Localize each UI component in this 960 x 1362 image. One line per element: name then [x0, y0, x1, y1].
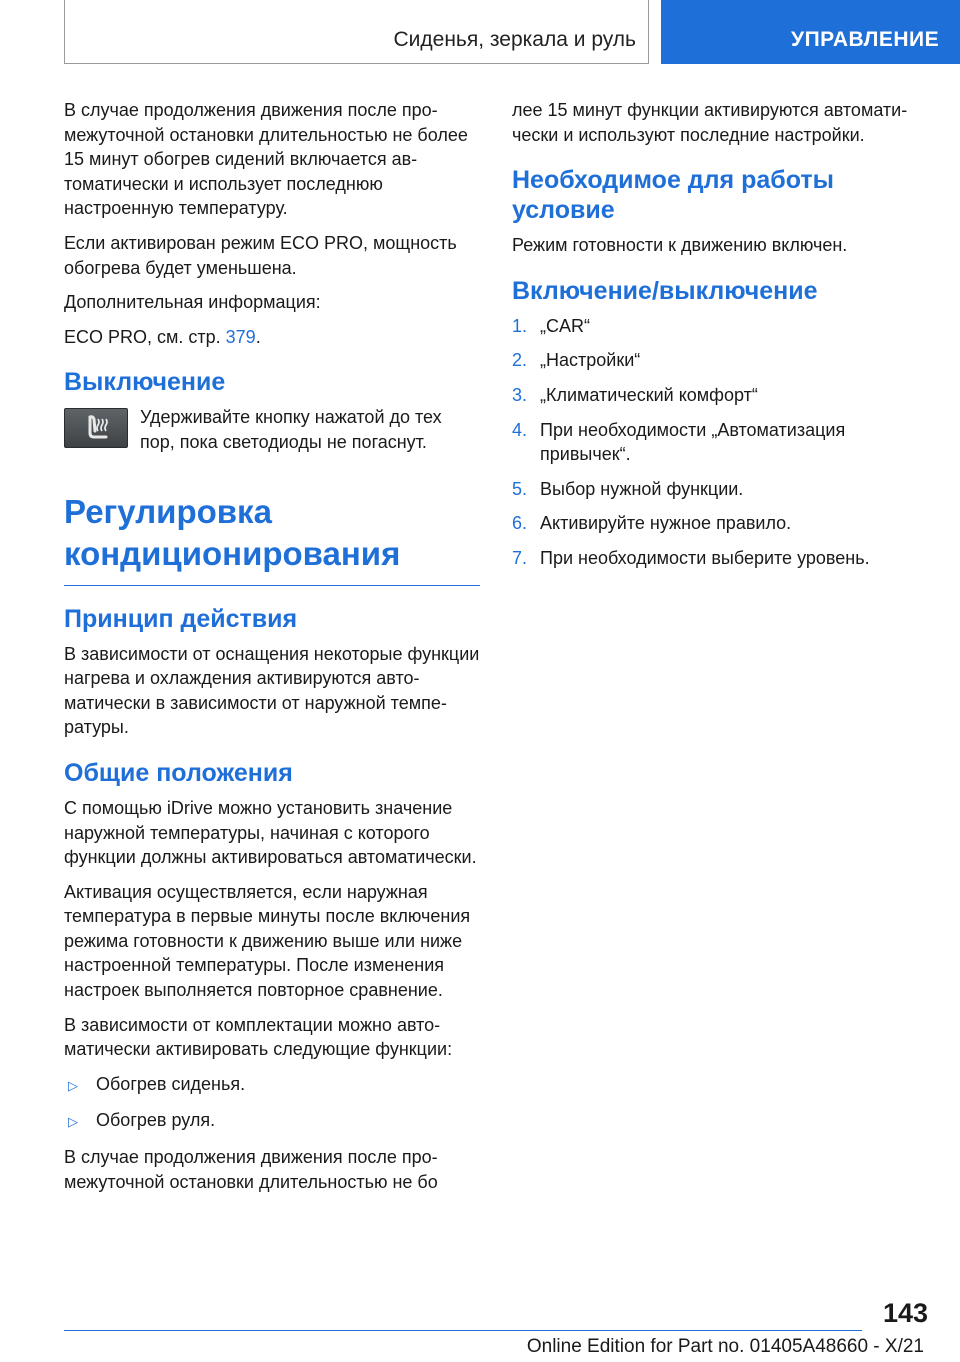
paragraph: С помощью iDrive можно установить значение наружной температуры, начиная с которого функции должны активироваться автоматически. [64, 797, 477, 868]
left-column [64, 98, 480, 1204]
step-text: „Настройки“ [540, 350, 641, 371]
function-list [64, 1072, 480, 1135]
triangle-bullet-icon: ▷ [68, 1077, 78, 1093]
step-item [512, 418, 932, 467]
paragraph: Если активирован режим ECO PRO, мощность обогрева будет уменьшена. [64, 232, 457, 278]
steps-list [512, 314, 932, 571]
heading-main: Регулировка кондиционирования [64, 491, 480, 586]
right-column [512, 98, 932, 581]
paragraph: Режим готовности к движению включен. [512, 235, 848, 256]
paragraph: В случае продолжения движения после промежуточной остановки длительностью не более 15 минут обогрев сидений включается автоматически и использует последнюю настроенную температуру. [64, 100, 468, 219]
reference-suffix: . [255, 326, 261, 347]
paragraph: В зависимости от оснащения некоторые функции нагрева и охлаждения активируются автоматически в зависимости от наружной температуры. [64, 643, 480, 738]
page-number: 143 [882, 1298, 928, 1328]
heading-general: Общие положения [64, 758, 293, 787]
edition-footer: Online Edition for Part no. 01405A48660 - X/21 [526, 1336, 924, 1357]
step-number: 5. [512, 478, 528, 499]
step-item [512, 383, 932, 408]
paragraph: В случае продолжения движения после промежуточной остановки длительностью не бо [64, 1147, 438, 1192]
chapter-title: УПРАВЛЕНИЕ [791, 28, 940, 51]
step-text: При необходимости „Автоматизация привычек“. [540, 419, 846, 465]
step-item [512, 477, 932, 502]
step-number: 2. [512, 350, 528, 371]
step-number: 7. [512, 547, 528, 568]
footer-divider [64, 1330, 862, 1331]
triangle-bullet-icon: ▷ [68, 1114, 78, 1130]
step-text: Выбор нужной функции. [540, 478, 744, 499]
heading-requirement: Необходимое для работы условие [512, 166, 834, 225]
step-text: „Климатический комфорт“ [540, 384, 758, 405]
seat-heating-icon [64, 408, 128, 448]
step-item [512, 314, 932, 339]
paragraph: В зависимости от комплектации можно автоматически активировать следующие функции: [64, 1014, 453, 1060]
list-item-text: Обогрев сиденья. [96, 1073, 246, 1094]
step-text: „CAR“ [540, 315, 590, 336]
paragraph: Активация осуществляется, если наружная температура в первые минуты после включения режима готовности к движению выше или ниже настроенной температуры. После изменения настроек выполняется повторное сравнение. [64, 881, 471, 1001]
step-text: При необходимости выберите уровень. [540, 547, 870, 568]
heading-onoff: Включение/выключение [512, 276, 818, 305]
heading-principle: Принцип действия [64, 604, 298, 633]
page-link[interactable]: 379 [225, 326, 256, 347]
off-text: Удерживайте кнопку нажатой до тех пор, пока светодиоды не погаснут. [140, 407, 442, 452]
step-item [512, 511, 932, 536]
list-item [64, 1108, 480, 1135]
step-text: Активируйте нужное правило. [540, 513, 792, 534]
off-instruction [64, 405, 480, 464]
step-number: 6. [512, 513, 528, 534]
step-item [512, 348, 932, 373]
header-chapter-tab [661, 0, 960, 64]
reference-prefix: ECO PRO, см. стр. [64, 326, 226, 347]
step-item [512, 546, 932, 571]
step-number: 1. [512, 315, 528, 336]
paragraph-reference [64, 325, 480, 350]
list-item [64, 1072, 480, 1099]
paragraph: лее 15 минут функции активируются автоматически и используют последние настройки. [512, 100, 908, 145]
step-number: 4. [512, 419, 528, 440]
section-title: Сиденья, зеркала и руль [393, 28, 636, 51]
header-section-box [64, 0, 649, 64]
paragraph: Дополнительная информация: [64, 292, 321, 313]
step-number: 3. [512, 384, 528, 405]
list-item-text: Обогрев руля. [96, 1110, 216, 1131]
heading-off: Выключение [64, 368, 226, 397]
